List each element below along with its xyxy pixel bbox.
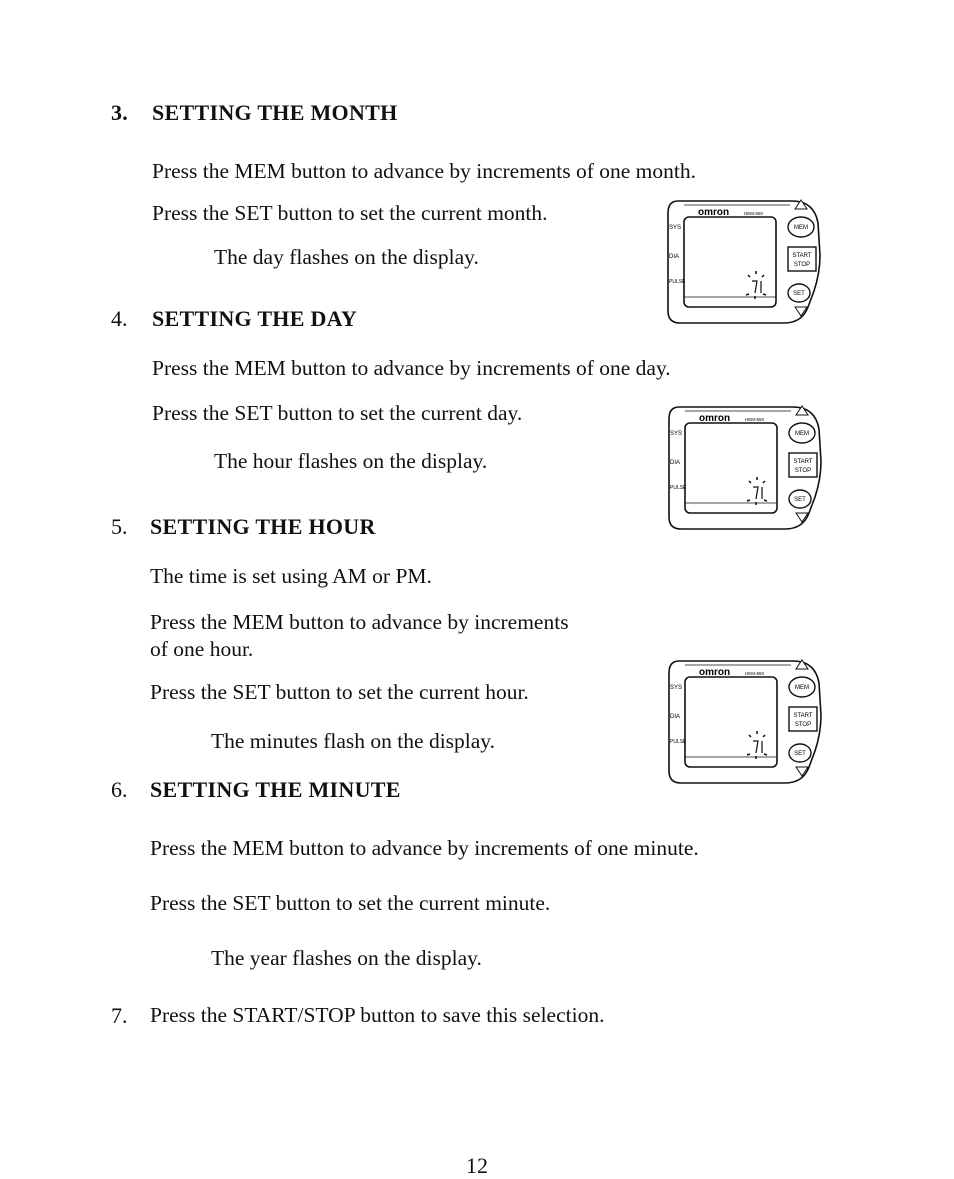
dia-label: DIA xyxy=(670,460,681,466)
model-label: HEM-650 xyxy=(745,417,765,422)
section-4-line-3: The hour flashes on the display. xyxy=(214,449,488,473)
blood-pressure-monitor-icon xyxy=(665,655,825,785)
section-5-line-4: Press the SET button to set the current hour. xyxy=(150,680,529,704)
dia-label: DIA xyxy=(669,254,680,260)
section-5-line-2: Press the MEM button to advance by increments xyxy=(150,610,569,634)
page-number: 12 xyxy=(466,1153,488,1178)
sys-label: SYS xyxy=(669,225,682,231)
pulse-label: PULSE xyxy=(670,739,687,745)
section-4-number: 4. xyxy=(111,306,128,331)
stop-label: STOP xyxy=(794,468,812,474)
device-illustration-day xyxy=(665,401,825,531)
device-illustration-hour xyxy=(665,655,825,785)
section-5-line-3: of one hour. xyxy=(150,637,254,661)
model-label: HEM-650 xyxy=(745,671,765,676)
stop-label: STOP xyxy=(794,722,812,728)
section-6-line-3: The year flashes on the display. xyxy=(211,946,482,970)
section-4-title: SETTING THE DAY xyxy=(152,306,358,331)
start-label: START xyxy=(792,253,812,259)
set-button-label: SET xyxy=(794,497,806,503)
section-3-line-2: Press the SET button to set the current month. xyxy=(152,201,548,225)
brand-label: omron xyxy=(699,413,731,424)
pulse-label: PULSE xyxy=(670,485,687,491)
section-3-title: SETTING THE MONTH xyxy=(152,100,398,125)
section-4-line-2: Press the SET button to set the current day. xyxy=(152,401,523,425)
section-5-title: SETTING THE HOUR xyxy=(150,514,376,539)
start-label: START xyxy=(793,713,813,719)
device-illustration-month xyxy=(664,195,824,325)
section-5-line-1: The time is set using AM or PM. xyxy=(150,564,432,588)
brand-label: omron xyxy=(699,667,731,678)
stop-label: STOP xyxy=(793,262,811,268)
start-label: START xyxy=(793,459,813,465)
mem-button-label: MEM xyxy=(795,431,809,437)
section-3-number: 3. xyxy=(111,100,129,125)
section-4-line-1: Press the MEM button to advance by increments of one day. xyxy=(152,356,671,380)
section-6-title: SETTING THE MINUTE xyxy=(150,777,401,802)
mem-button-label: MEM xyxy=(795,685,809,691)
brand-label: omron xyxy=(698,207,730,218)
step-7-text: Press the START/STOP button to save this selection. xyxy=(150,1003,605,1027)
set-button-label: SET xyxy=(794,751,806,757)
blood-pressure-monitor-icon xyxy=(664,195,824,325)
section-5-line-5: The minutes flash on the display. xyxy=(211,729,496,753)
set-button-label: SET xyxy=(793,291,805,297)
sys-label: SYS xyxy=(670,685,683,691)
section-6-line-2: Press the SET button to set the current minute. xyxy=(150,891,551,915)
section-3-line-3: The day flashes on the display. xyxy=(214,245,479,269)
blood-pressure-monitor-icon xyxy=(665,401,825,531)
step-7-number: 7. xyxy=(111,1003,128,1028)
sys-label: SYS xyxy=(670,431,683,437)
dia-label: DIA xyxy=(670,714,681,720)
pulse-label: PULSE xyxy=(669,279,686,285)
section-3-line-1: Press the MEM button to advance by increments of one month. xyxy=(152,159,696,183)
section-6-number: 6. xyxy=(111,777,128,802)
mem-button-label: MEM xyxy=(794,225,808,231)
section-6-line-1: Press the MEM button to advance by increments of one minute. xyxy=(150,836,699,860)
section-5-number: 5. xyxy=(111,514,128,539)
model-label: HEM-650 xyxy=(744,211,764,216)
